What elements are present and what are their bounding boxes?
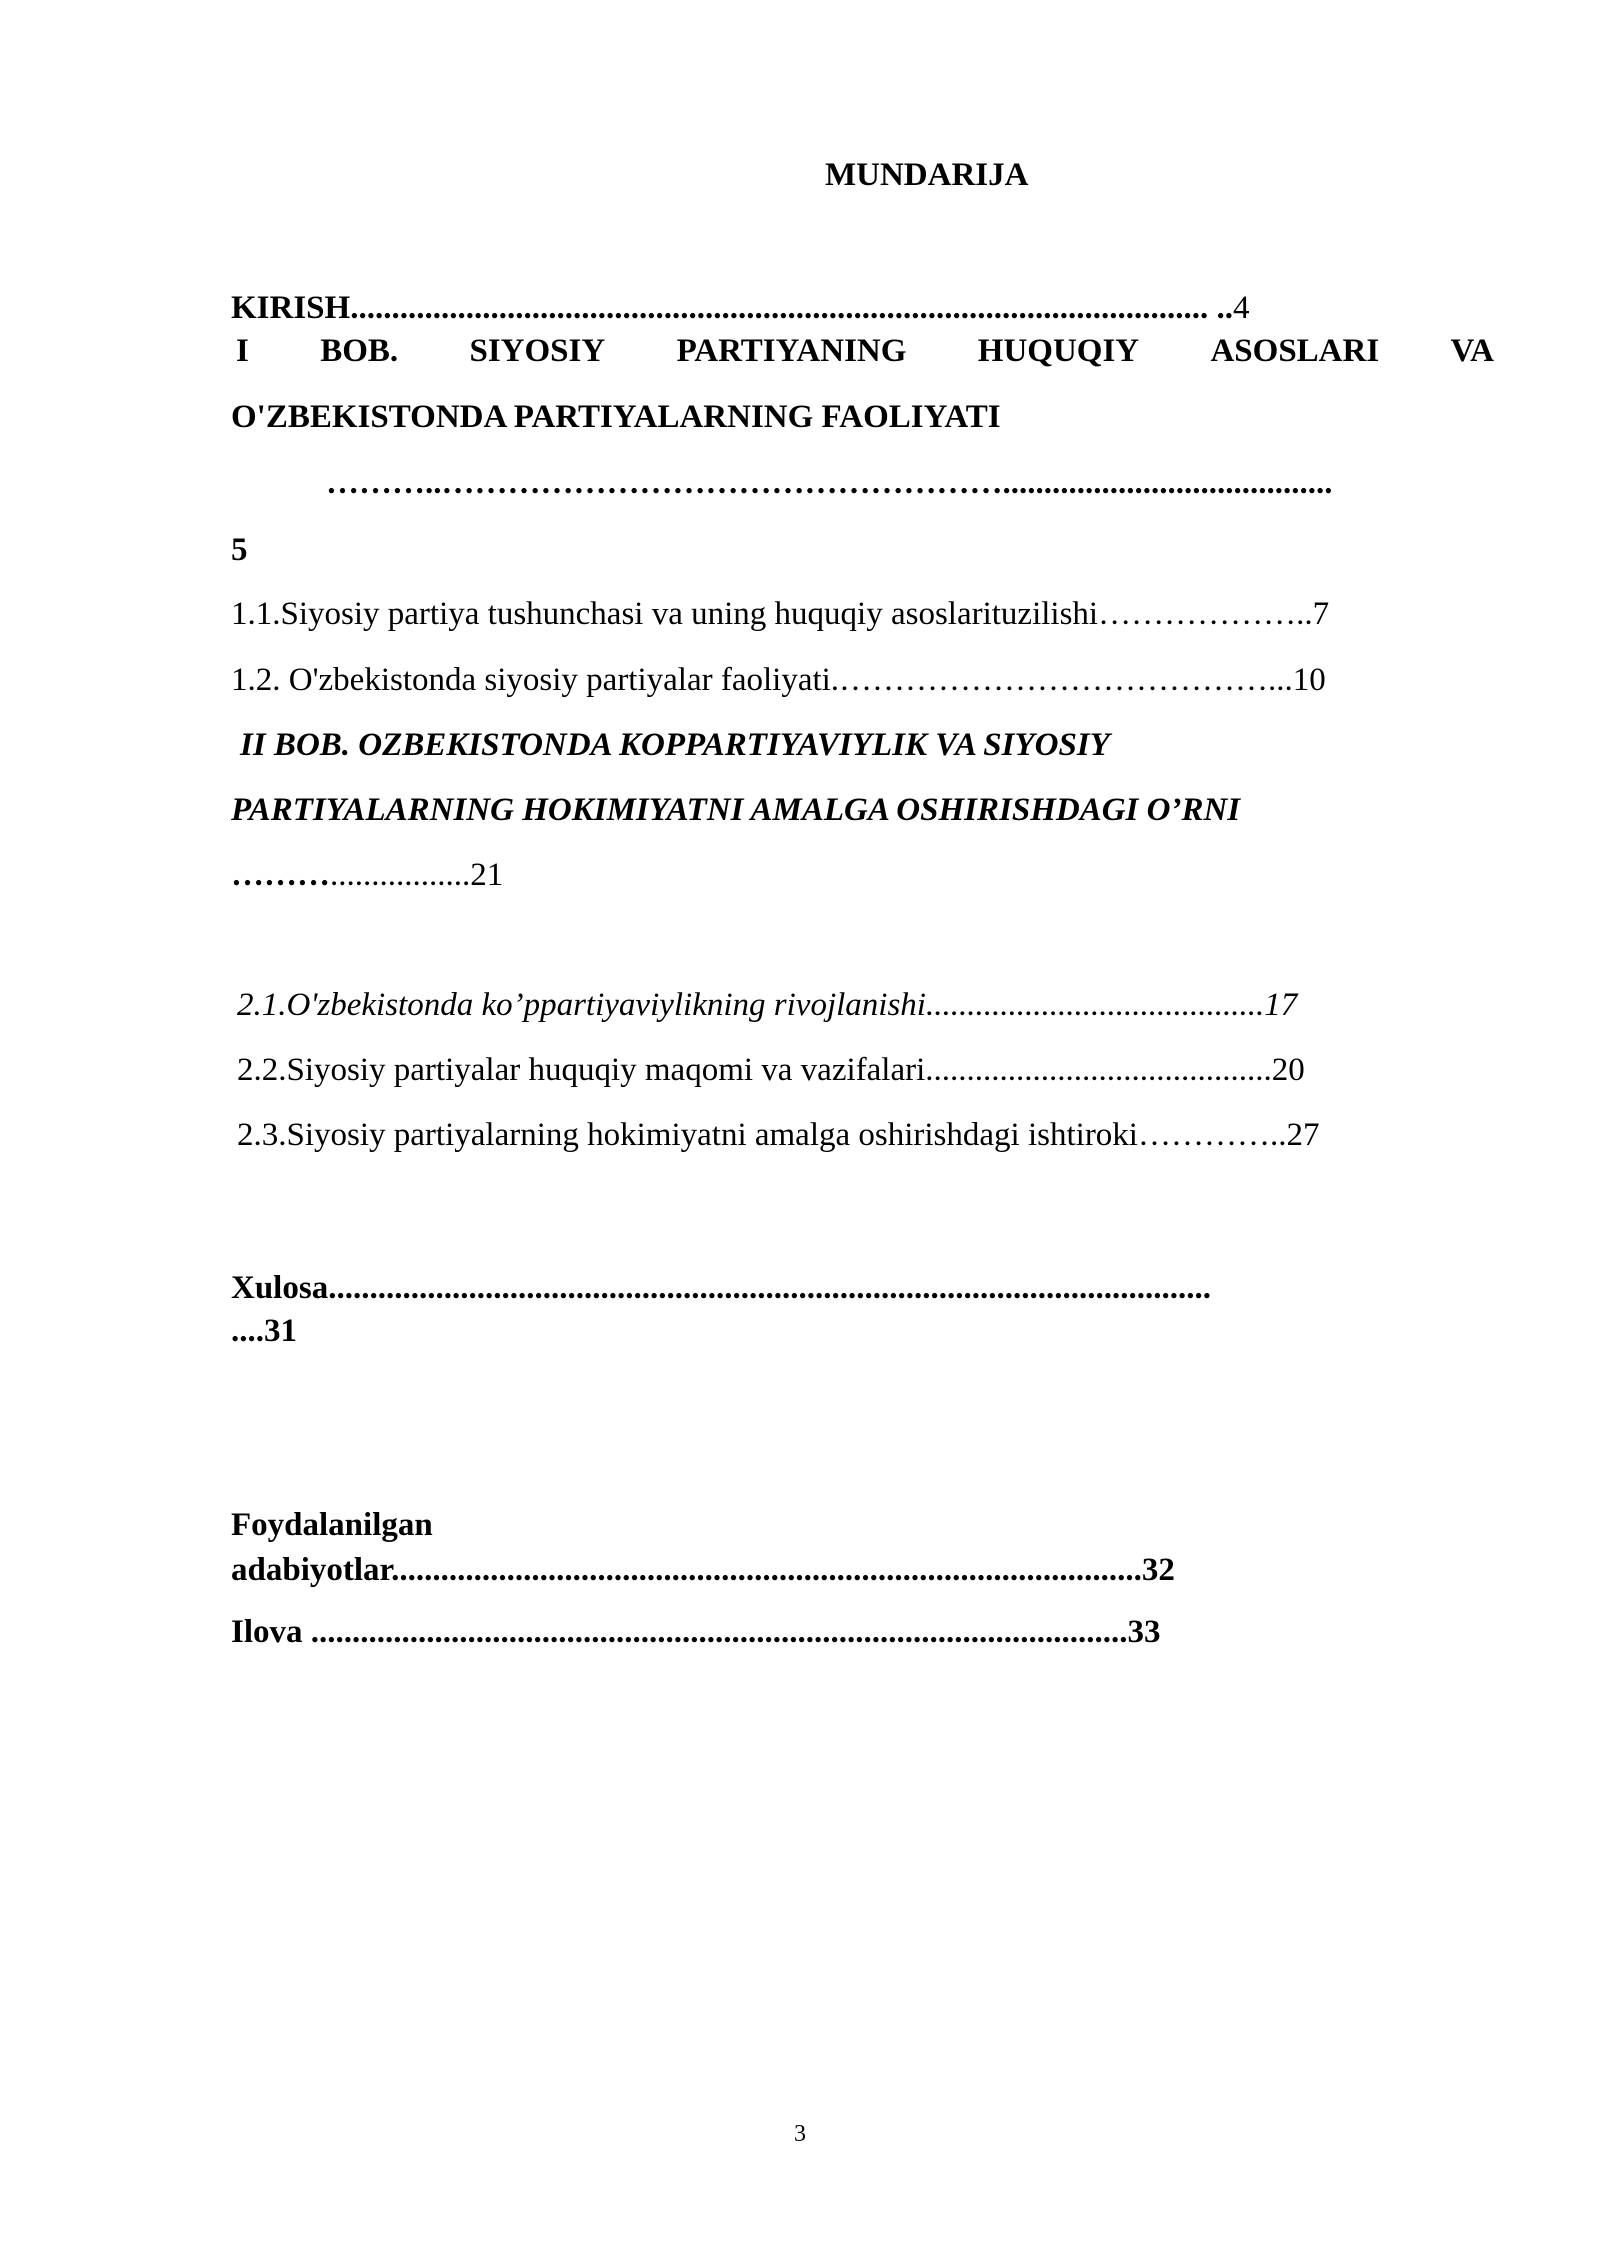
page-title: MUNDARIJA: [825, 157, 1029, 193]
toc-ch1-word: BOB.: [320, 333, 399, 369]
toc-section-2-3: 2.3.Siyosiy partiyalarning hokimiyatni amalga oshirishdagi ishtiroki…………..27: [237, 1117, 1320, 1153]
toc-kirish-page: 4: [1232, 290, 1250, 326]
toc-section-1-2: 1.2. O'zbekistonda siyosiy partiyalar faoliyati.…………………………………...10: [231, 662, 1326, 698]
toc-section-2-2: 2.2.Siyosiy partiyalar huquqiy maqomi va vazifalari..........................................20: [237, 1052, 1305, 1088]
toc-section-2-1: 2.1.O'zbekistonda ko’ppartiyaviylikning rivojlanishi.........................................17: [237, 987, 1298, 1023]
toc-references-line1: Foydalanilgan: [231, 1507, 433, 1543]
toc-ch1-word: HUQUQIY: [977, 333, 1140, 369]
toc-ch2-leader-rest: .................21: [330, 857, 504, 893]
toc-chapter2-line2: PARTIYALARNING HOKIMIYATNI AMALGA OSHIRISHDAGI O’RNI: [231, 792, 1241, 828]
toc-ilova: Ilova ...................................................................................................33: [231, 1614, 1161, 1650]
toc-ch1-word: PARTIYANING: [676, 333, 907, 369]
toc-chapter2-leader: [231, 855, 503, 895]
toc-kirish-leader: ........................................................................................................ ..: [350, 290, 1233, 326]
toc-kirish-label: KIRISH: [231, 290, 351, 326]
toc-chapter1-leader: ………..……………………………………………........................................: [326, 465, 1333, 501]
toc-chapter1-line1: [236, 331, 1494, 371]
toc-xulosa-line1: Xulosa...........................................................................................................: [231, 1270, 1211, 1306]
toc-ch1-word: VA: [1450, 333, 1494, 369]
toc-entry-kirish: [231, 288, 1249, 328]
toc-chapter2-line1: II BOB. OZBEKISTONDA KOPPARTIYAVIYLIK VA SIYOSIY: [240, 727, 1110, 763]
toc-ch2-leader-bold: ………: [231, 857, 330, 893]
toc-chapter1-page: 5: [231, 532, 248, 568]
toc-ch1-word: SIYOSIY: [469, 333, 606, 369]
toc-chapter1-line2: O'ZBEKISTONDA PARTIYALARNING FAOLIYATI: [231, 399, 1001, 435]
toc-section-1-1: 1.1.Siyosiy partiya tushunchasi va uning huquqiy asoslarituzilishi………………..7: [231, 596, 1330, 632]
toc-ch1-word: I: [236, 333, 249, 369]
toc-xulosa-line2: ....31: [231, 1313, 297, 1349]
toc-ch1-word: ASOSLARI: [1210, 333, 1380, 369]
page-number: 3: [794, 2121, 806, 2147]
toc-references-line2: adabiyotlar...........................................................................................32: [231, 1552, 1175, 1588]
